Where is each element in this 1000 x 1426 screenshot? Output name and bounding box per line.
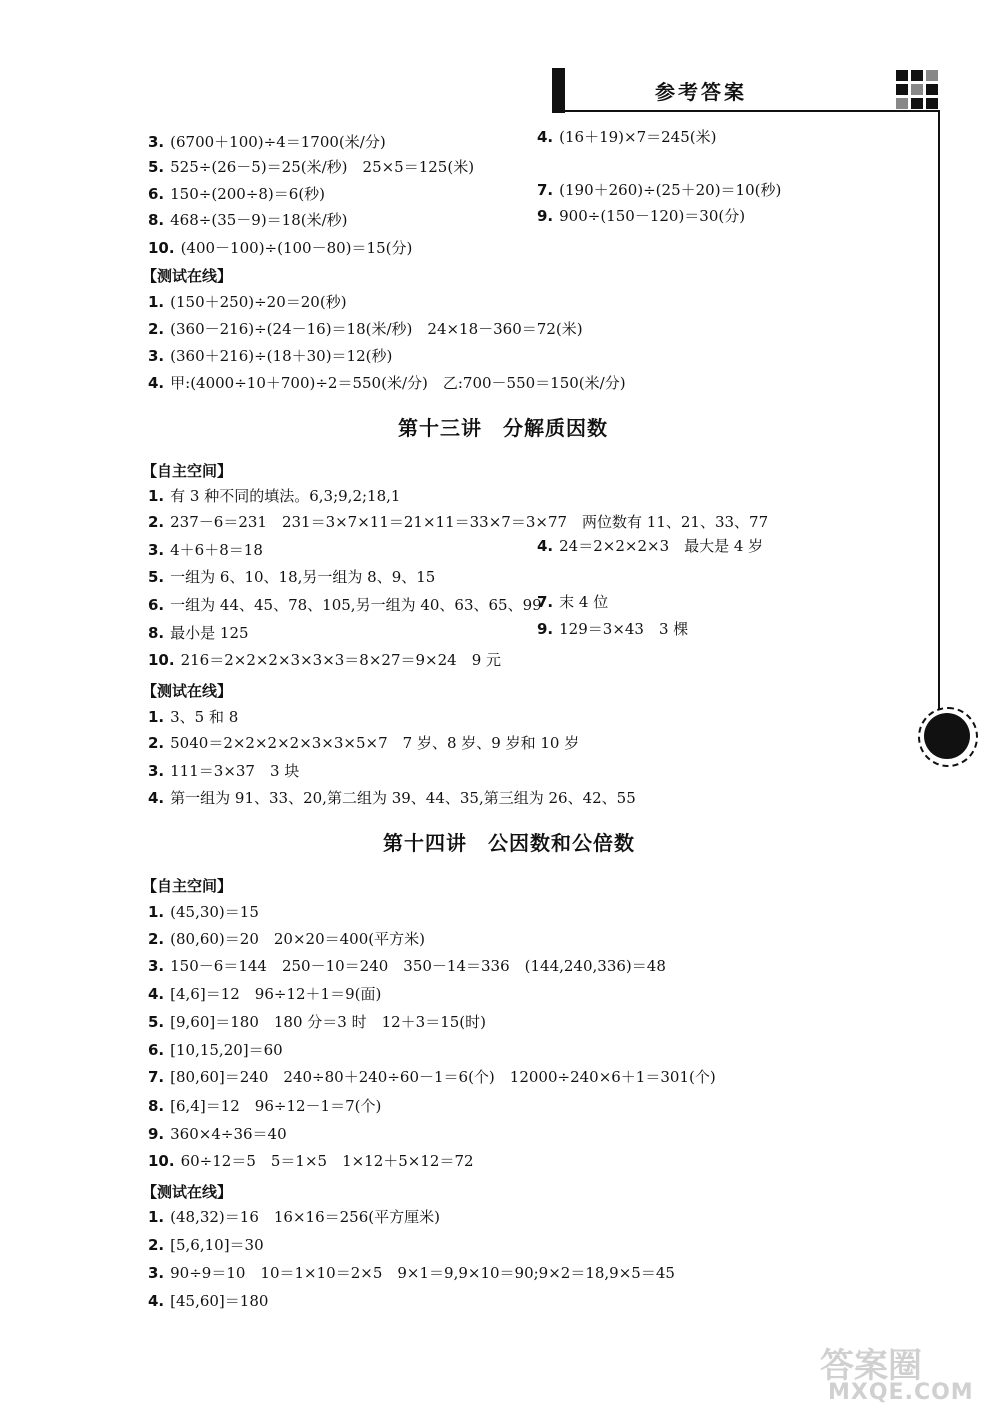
list-item: 8. 468÷(35－9)＝18(米/秒) (148, 211, 348, 229)
list-item: 1. 有 3 种不同的填法。6,3;9,2;18,1 (148, 487, 401, 505)
header-rule (565, 110, 940, 112)
list-item: 9. 900÷(150－120)＝30(分) (537, 207, 746, 225)
header-title: 参考答案 (655, 80, 747, 104)
list-item: 7. (190＋260)÷(25＋20)＝10(秒) (537, 181, 782, 199)
list-item: 6. 150÷(200÷8)＝6(秒) (148, 185, 326, 203)
list-item: 8. 最小是 125 (148, 624, 249, 642)
list-item: 3. 150－6＝144 250－10＝240 350－14＝336 (144,240,336)＝48 (148, 957, 666, 975)
list-item: 3. (360＋216)÷(18＋30)＝12(秒) (148, 347, 393, 365)
list-item: 5. 525÷(26－5)＝25(米/秒) 25×5＝125(米) (148, 158, 475, 176)
page-tab-dot (924, 713, 970, 759)
watermark-site: MXQE.COM (828, 1380, 974, 1405)
list-item: 4. 甲:(4000÷10＋700)÷2＝550(米/分) 乙:700－550＝150(米/分) (148, 374, 626, 392)
list-item: 2. 5040＝2×2×2×2×3×3×5×7 7 岁、8 岁、9 岁和 10 岁 (148, 734, 580, 752)
list-item: 7. [80,60]＝240 240÷80＋240÷60－1＝6(个) 12000÷240×6＋1＝301(个) (148, 1068, 716, 1086)
list-item: 5. 一组为 6、10、18,另一组为 8、9、15 (148, 568, 436, 586)
lesson-13-title: 第十三讲 分解质因数 (398, 416, 608, 440)
list-item: 9. 360×4÷36＝40 (148, 1125, 287, 1143)
corner-blocks-icon (896, 70, 940, 110)
list-item: 8. [6,4]＝12 96÷12－1＝7(个) (148, 1097, 382, 1115)
list-item: 10. 216＝2×2×2×3×3×3＝8×27＝9×24 9 元 (148, 651, 502, 669)
section-label: 【测试在线】 (142, 267, 233, 285)
list-item: 10. (400－100)÷(100－80)＝15(分) (148, 239, 413, 257)
list-item: 4. (16＋19)×7＝245(米) (537, 128, 717, 146)
list-item: 1. (48,32)＝16 16×16＝256(平方厘米) (148, 1208, 440, 1226)
list-item: 4. 24＝2×2×2×3 最大是 4 岁 (537, 537, 764, 555)
side-rule (938, 110, 940, 710)
list-item: 4. [45,60]＝180 (148, 1292, 269, 1310)
section-label: 【测试在线】 (142, 1183, 233, 1201)
list-item: 2. 237－6＝231 231＝3×7×11＝21×11＝33×7＝3×77 两位数有 11、21、33、77 (148, 513, 769, 531)
list-item: 2. (80,60)＝20 20×20＝400(平方米) (148, 930, 425, 948)
section-label: 【自主空间】 (142, 877, 233, 895)
watermark-logo: 答案圈 (820, 1346, 922, 1386)
list-item: 6. [10,15,20]＝60 (148, 1041, 283, 1059)
list-item: 2. [5,6,10]＝30 (148, 1236, 264, 1254)
list-item: 2. (360－216)÷(24－16)＝18(米/秒) 24×18－360＝72(米) (148, 320, 583, 338)
list-item: 10. 60÷12＝5 5＝1×5 1×12＋5×12＝72 (148, 1152, 474, 1170)
list-item: 6. 一组为 44、45、78、105,另一组为 40、63、65、99 (148, 596, 542, 614)
section-label: 【测试在线】 (142, 682, 233, 700)
header-bar (552, 68, 565, 113)
list-item: 1. 3、5 和 8 (148, 708, 239, 726)
list-item: 3. 111＝3×37 3 块 (148, 762, 300, 780)
list-item: 4. [4,6]＝12 96÷12＋1＝9(面) (148, 985, 382, 1003)
list-item: 3. (6700＋100)÷4＝1700(米/分) (148, 133, 386, 151)
list-item: 7. 末 4 位 (537, 593, 609, 611)
list-item: 4. 第一组为 91、33、20,第二组为 39、44、35,第三组为 26、42、55 (148, 789, 636, 807)
list-item: 1. (45,30)＝15 (148, 903, 259, 921)
lesson-14-title: 第十四讲 公因数和公倍数 (383, 831, 635, 855)
section-label: 【自主空间】 (142, 462, 233, 480)
list-item: 5. [9,60]＝180 180 分＝3 时 12＋3＝15(时) (148, 1013, 487, 1031)
list-item: 3. 90÷9＝10 10＝1×10＝2×5 9×1＝9,9×10＝90;9×2＝18,9×5＝45 (148, 1264, 675, 1282)
list-item: 9. 129＝3×43 3 棵 (537, 620, 689, 638)
list-item: 1. (150＋250)÷20＝20(秒) (148, 293, 347, 311)
list-item: 3. 4＋6＋8＝18 (148, 541, 263, 559)
